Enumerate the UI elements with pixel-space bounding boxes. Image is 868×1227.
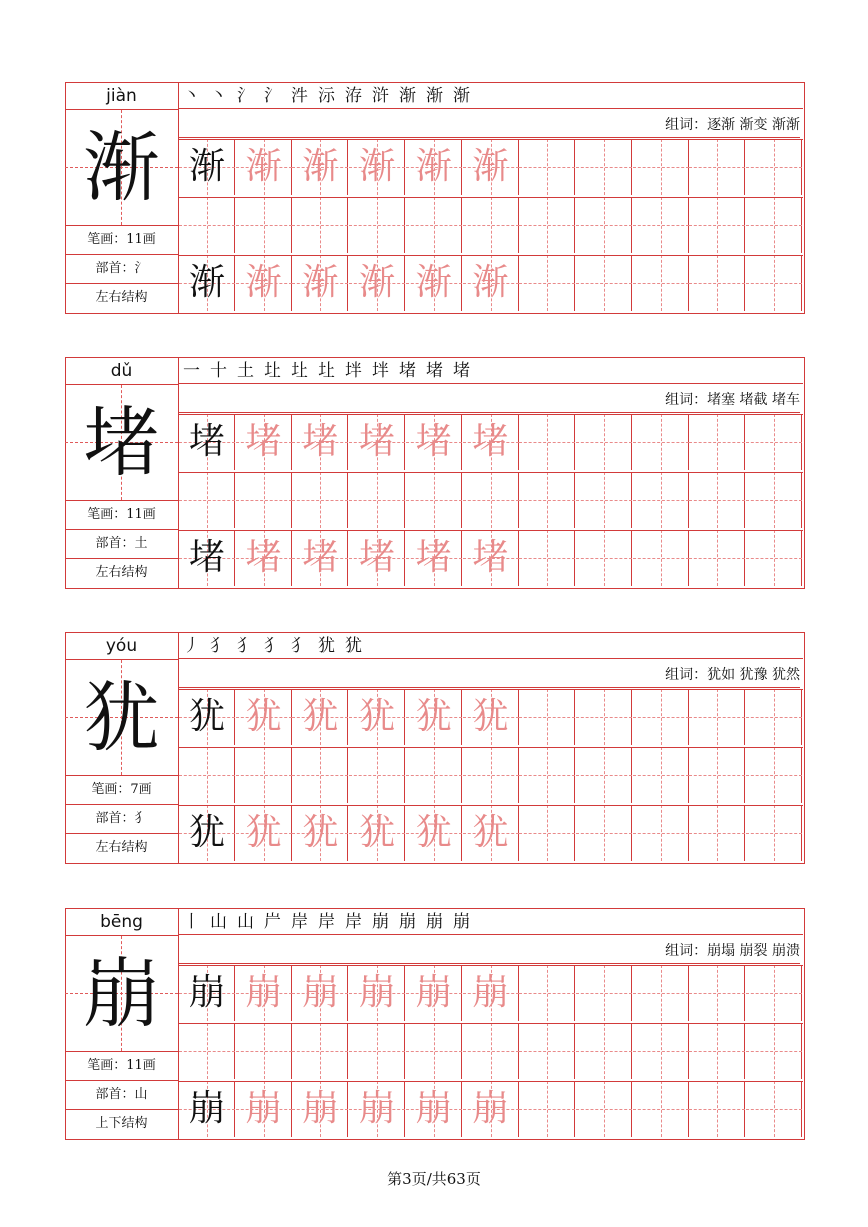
practice-cell[interactable] bbox=[689, 139, 745, 195]
trace-character: 犹 bbox=[415, 812, 452, 853]
radical: 部首：山 bbox=[65, 1081, 178, 1110]
practice-cell[interactable] bbox=[349, 255, 405, 311]
stroke-step: 丶 bbox=[183, 86, 200, 106]
practice-cell[interactable] bbox=[576, 197, 632, 253]
practice-cell[interactable] bbox=[179, 414, 235, 470]
practice-cell[interactable] bbox=[179, 255, 235, 311]
stroke-step: 渐 bbox=[426, 86, 443, 106]
character-block bbox=[65, 357, 805, 589]
character-block bbox=[65, 82, 805, 314]
model-character: 崩 bbox=[83, 949, 160, 1038]
stroke-count: 笔画：7画 bbox=[65, 776, 178, 805]
character-info-panel bbox=[65, 82, 179, 314]
practice-cell[interactable] bbox=[406, 1081, 462, 1137]
practice-cell[interactable] bbox=[633, 255, 689, 311]
practice-cell[interactable] bbox=[689, 472, 745, 528]
practice-cell[interactable] bbox=[576, 747, 632, 803]
stroke-step: 坢 bbox=[372, 361, 389, 381]
radical: 部首：氵 bbox=[65, 255, 178, 284]
practice-cell[interactable] bbox=[519, 1023, 575, 1079]
practice-cell[interactable] bbox=[519, 805, 575, 861]
stroke-step: 犹 bbox=[318, 636, 335, 656]
trace-character: 犹 bbox=[472, 696, 509, 737]
practice-cell[interactable] bbox=[576, 689, 632, 745]
practice-cell[interactable] bbox=[746, 747, 802, 803]
stroke-step: 崩 bbox=[399, 912, 416, 932]
practice-cell[interactable] bbox=[236, 689, 292, 745]
practice-cell[interactable] bbox=[633, 414, 689, 470]
practice-cell[interactable] bbox=[236, 255, 292, 311]
practice-cell[interactable] bbox=[633, 965, 689, 1021]
stroke-step: 氵 bbox=[264, 86, 281, 106]
practice-cell[interactable] bbox=[292, 1023, 348, 1079]
stroke-step: 犭 bbox=[237, 636, 254, 656]
character-block bbox=[65, 632, 805, 864]
pinyin: dǔ bbox=[65, 357, 178, 385]
practice-cell[interactable] bbox=[463, 965, 519, 1021]
stroke-order bbox=[179, 82, 803, 109]
practice-cell[interactable] bbox=[576, 530, 632, 586]
trace-character: 犹 bbox=[472, 812, 509, 853]
trace-character: 渐 bbox=[245, 262, 282, 303]
practice-cell[interactable] bbox=[576, 1023, 632, 1079]
sample-character: 渐 bbox=[188, 146, 225, 187]
stroke-step: 十 bbox=[210, 361, 227, 381]
practice-cell[interactable] bbox=[576, 1081, 632, 1137]
practice-cell[interactable] bbox=[463, 197, 519, 253]
structure: 上下结构 bbox=[95, 1116, 148, 1131]
stroke-step: 丶 bbox=[210, 86, 227, 106]
practice-cell[interactable] bbox=[746, 472, 802, 528]
trace-character: 崩 bbox=[472, 972, 509, 1013]
stroke-step: 丨 bbox=[183, 912, 200, 932]
stroke-step: 屵 bbox=[264, 912, 281, 932]
stroke-step: 堵 bbox=[399, 361, 416, 381]
stroke-step: 圵 bbox=[291, 361, 308, 381]
practice-cell[interactable] bbox=[746, 530, 802, 586]
practice-cell[interactable] bbox=[236, 530, 292, 586]
practice-cell[interactable] bbox=[406, 1023, 462, 1079]
practice-cell[interactable] bbox=[406, 805, 462, 861]
practice-cell[interactable] bbox=[463, 1081, 519, 1137]
practice-cell[interactable] bbox=[349, 472, 405, 528]
practice-cell[interactable] bbox=[746, 197, 802, 253]
practice-cell[interactable] bbox=[349, 1023, 405, 1079]
model-character-box bbox=[65, 660, 178, 776]
practice-cell[interactable] bbox=[519, 1081, 575, 1137]
trace-character: 堵 bbox=[415, 421, 452, 462]
practice-cell[interactable] bbox=[746, 414, 802, 470]
practice-cell[interactable] bbox=[633, 747, 689, 803]
stroke-step: 堵 bbox=[453, 361, 470, 381]
sample-character: 犹 bbox=[188, 696, 225, 737]
practice-cell[interactable] bbox=[689, 747, 745, 803]
practice-cell[interactable] bbox=[463, 747, 519, 803]
practice-cell[interactable] bbox=[236, 1023, 292, 1079]
structure: 左右结构 bbox=[95, 290, 148, 305]
practice-cell[interactable] bbox=[689, 197, 745, 253]
practice-cell[interactable] bbox=[519, 530, 575, 586]
practice-cell[interactable] bbox=[406, 139, 462, 195]
stroke-step: 洊 bbox=[345, 86, 362, 106]
practice-row bbox=[179, 965, 803, 1022]
practice-row bbox=[179, 747, 803, 804]
word-examples: 组词：堵塞 堵截 堵车 bbox=[179, 385, 800, 413]
trace-character: 崩 bbox=[302, 1088, 339, 1129]
model-character-box bbox=[65, 110, 178, 226]
practice-cell[interactable] bbox=[463, 472, 519, 528]
stroke-step: 氵 bbox=[237, 86, 254, 106]
sample-character: 犹 bbox=[188, 812, 225, 853]
practice-cell[interactable] bbox=[236, 1081, 292, 1137]
practice-row bbox=[179, 255, 803, 312]
practice-cell[interactable] bbox=[633, 1081, 689, 1137]
practice-cell[interactable] bbox=[292, 414, 348, 470]
practice-cell[interactable] bbox=[179, 747, 235, 803]
practice-cell[interactable] bbox=[179, 1081, 235, 1137]
practice-row bbox=[179, 530, 803, 587]
trace-character: 崩 bbox=[415, 972, 452, 1013]
word-examples: 组词：犹如 犹豫 犹然 bbox=[179, 660, 800, 688]
stroke-step: 犹 bbox=[345, 636, 362, 656]
sample-character: 堵 bbox=[188, 537, 225, 578]
stroke-count: 笔画：11画 bbox=[65, 226, 178, 255]
practice-cell[interactable] bbox=[179, 965, 235, 1021]
trace-character: 堵 bbox=[415, 537, 452, 578]
stroke-step: 崩 bbox=[372, 912, 389, 932]
stroke-step: 山 bbox=[237, 912, 254, 932]
radical: 部首：土 bbox=[65, 530, 178, 559]
word-examples: 组词：崩塌 崩裂 崩溃 bbox=[179, 936, 800, 964]
radical: 部首：犭 bbox=[65, 805, 178, 834]
practice-cell[interactable] bbox=[689, 1023, 745, 1079]
trace-character: 崩 bbox=[359, 972, 396, 1013]
practice-cell[interactable] bbox=[576, 965, 632, 1021]
structure: 左右结构 bbox=[95, 565, 148, 580]
stroke-step: 渐 bbox=[453, 86, 470, 106]
trace-character: 崩 bbox=[245, 972, 282, 1013]
practice-cell[interactable] bbox=[406, 255, 462, 311]
trace-character: 崩 bbox=[415, 1088, 452, 1129]
stroke-step: 沶 bbox=[318, 86, 335, 106]
stroke-step: 坢 bbox=[345, 361, 362, 381]
practice-row bbox=[179, 414, 803, 471]
practice-cell[interactable] bbox=[179, 139, 235, 195]
practice-cell[interactable] bbox=[689, 689, 745, 745]
practice-cell[interactable] bbox=[519, 414, 575, 470]
practice-cell[interactable] bbox=[519, 197, 575, 253]
trace-character: 堵 bbox=[302, 421, 339, 462]
practice-cell[interactable] bbox=[179, 197, 235, 253]
trace-character: 崩 bbox=[359, 1088, 396, 1129]
practice-cell[interactable] bbox=[746, 1081, 802, 1137]
practice-cell[interactable] bbox=[236, 197, 292, 253]
trace-character: 犹 bbox=[302, 696, 339, 737]
stroke-step: 汼 bbox=[291, 86, 308, 106]
trace-character: 犹 bbox=[245, 812, 282, 853]
practice-cell[interactable] bbox=[292, 689, 348, 745]
practice-cell[interactable] bbox=[292, 805, 348, 861]
practice-cell[interactable] bbox=[292, 1081, 348, 1137]
practice-cell[interactable] bbox=[519, 472, 575, 528]
practice-cell[interactable] bbox=[689, 1081, 745, 1137]
practice-cell[interactable] bbox=[349, 689, 405, 745]
practice-cell[interactable] bbox=[179, 1023, 235, 1079]
practice-cell[interactable] bbox=[236, 747, 292, 803]
practice-cell[interactable] bbox=[463, 530, 519, 586]
stroke-step: 崩 bbox=[426, 912, 443, 932]
stroke-step: 土 bbox=[237, 361, 254, 381]
trace-character: 崩 bbox=[472, 1088, 509, 1129]
stroke-step: 崩 bbox=[453, 912, 470, 932]
stroke-step: 圵 bbox=[264, 361, 281, 381]
practice-cell[interactable] bbox=[519, 965, 575, 1021]
trace-character: 犹 bbox=[359, 812, 396, 853]
practice-cell[interactable] bbox=[746, 965, 802, 1021]
practice-cell[interactable] bbox=[633, 139, 689, 195]
practice-cell[interactable] bbox=[292, 747, 348, 803]
trace-character: 崩 bbox=[245, 1088, 282, 1129]
practice-cell[interactable] bbox=[576, 472, 632, 528]
practice-cell[interactable] bbox=[746, 1023, 802, 1079]
character-info-panel bbox=[65, 357, 179, 589]
practice-cell[interactable] bbox=[292, 965, 348, 1021]
practice-cell[interactable] bbox=[349, 805, 405, 861]
practice-cell[interactable] bbox=[236, 965, 292, 1021]
trace-character: 堵 bbox=[472, 537, 509, 578]
practice-cell[interactable] bbox=[406, 965, 462, 1021]
trace-character: 渐 bbox=[359, 262, 396, 303]
model-character-box bbox=[65, 385, 178, 501]
practice-cell[interactable] bbox=[292, 197, 348, 253]
sample-character: 崩 bbox=[188, 972, 225, 1013]
practice-cell[interactable] bbox=[633, 1023, 689, 1079]
trace-character: 渐 bbox=[415, 146, 452, 187]
stroke-step: 丿 bbox=[183, 636, 200, 656]
practice-row bbox=[179, 805, 803, 862]
stroke-step: 圵 bbox=[318, 361, 335, 381]
trace-character: 渐 bbox=[472, 262, 509, 303]
stroke-step: 岸 bbox=[291, 912, 308, 932]
practice-cell[interactable] bbox=[179, 530, 235, 586]
practice-row bbox=[179, 1081, 803, 1138]
trace-character: 犹 bbox=[302, 812, 339, 853]
practice-cell[interactable] bbox=[406, 472, 462, 528]
practice-cell[interactable] bbox=[576, 139, 632, 195]
practice-cell[interactable] bbox=[519, 139, 575, 195]
stroke-step: 一 bbox=[183, 361, 200, 381]
practice-cell[interactable] bbox=[746, 805, 802, 861]
practice-cell[interactable] bbox=[463, 255, 519, 311]
model-character-box bbox=[65, 936, 178, 1052]
page-number: 第3页/共63页 bbox=[387, 1170, 481, 1188]
character-info-panel bbox=[65, 632, 179, 864]
stroke-count: 笔画：11画 bbox=[65, 501, 178, 530]
stroke-order bbox=[179, 632, 803, 659]
practice-cell[interactable] bbox=[463, 689, 519, 745]
stroke-order bbox=[179, 908, 803, 935]
pinyin: bēng bbox=[65, 908, 178, 936]
pinyin: yóu bbox=[65, 632, 178, 660]
practice-cell[interactable] bbox=[689, 805, 745, 861]
stroke-step: 渐 bbox=[399, 86, 416, 106]
practice-cell[interactable] bbox=[519, 255, 575, 311]
trace-character: 渐 bbox=[472, 146, 509, 187]
model-character: 堵 bbox=[83, 398, 160, 487]
stroke-step: 犭 bbox=[210, 636, 227, 656]
practice-cell[interactable] bbox=[689, 965, 745, 1021]
practice-cell[interactable] bbox=[406, 197, 462, 253]
practice-cell[interactable] bbox=[746, 139, 802, 195]
practice-cell[interactable] bbox=[633, 805, 689, 861]
practice-row bbox=[179, 472, 803, 529]
practice-cell[interactable] bbox=[406, 530, 462, 586]
practice-cell[interactable] bbox=[576, 805, 632, 861]
practice-cell[interactable] bbox=[406, 747, 462, 803]
trace-character: 渐 bbox=[415, 262, 452, 303]
structure: 左右结构 bbox=[95, 840, 148, 855]
practice-cell[interactable] bbox=[349, 747, 405, 803]
practice-cell[interactable] bbox=[633, 472, 689, 528]
stroke-step: 浒 bbox=[372, 86, 389, 106]
practice-cell[interactable] bbox=[633, 530, 689, 586]
practice-row bbox=[179, 689, 803, 746]
practice-cell[interactable] bbox=[179, 805, 235, 861]
model-character: 犹 bbox=[83, 673, 160, 762]
stroke-step: 堵 bbox=[426, 361, 443, 381]
stroke-step: 犭 bbox=[291, 636, 308, 656]
trace-character: 堵 bbox=[359, 537, 396, 578]
practice-row bbox=[179, 1023, 803, 1080]
practice-cell[interactable] bbox=[519, 689, 575, 745]
practice-cell[interactable] bbox=[463, 1023, 519, 1079]
practice-cell[interactable] bbox=[236, 805, 292, 861]
trace-character: 崩 bbox=[302, 972, 339, 1013]
practice-cell[interactable] bbox=[746, 689, 802, 745]
word-examples: 组词：逐渐 渐变 渐渐 bbox=[179, 110, 800, 138]
practice-cell[interactable] bbox=[349, 965, 405, 1021]
stroke-step: 岸 bbox=[345, 912, 362, 932]
stroke-count: 笔画：11画 bbox=[65, 1052, 178, 1081]
pinyin: jiàn bbox=[65, 82, 178, 110]
practice-cell[interactable] bbox=[236, 472, 292, 528]
trace-character: 堵 bbox=[245, 421, 282, 462]
trace-character: 渐 bbox=[245, 146, 282, 187]
practice-cell[interactable] bbox=[689, 414, 745, 470]
stroke-step: 山 bbox=[210, 912, 227, 932]
practice-cell[interactable] bbox=[292, 139, 348, 195]
practice-cell[interactable] bbox=[689, 255, 745, 311]
character-block bbox=[65, 908, 805, 1140]
practice-cell[interactable] bbox=[349, 139, 405, 195]
trace-character: 堵 bbox=[245, 537, 282, 578]
trace-character: 犹 bbox=[359, 696, 396, 737]
model-character: 渐 bbox=[83, 123, 160, 212]
practice-cell[interactable] bbox=[576, 414, 632, 470]
practice-cell[interactable] bbox=[349, 1081, 405, 1137]
trace-character: 堵 bbox=[359, 421, 396, 462]
practice-cell[interactable] bbox=[519, 747, 575, 803]
practice-cell[interactable] bbox=[349, 530, 405, 586]
trace-character: 犹 bbox=[415, 696, 452, 737]
trace-character: 渐 bbox=[359, 146, 396, 187]
trace-character: 渐 bbox=[302, 146, 339, 187]
practice-cell[interactable] bbox=[349, 414, 405, 470]
practice-cell[interactable] bbox=[292, 472, 348, 528]
sample-character: 堵 bbox=[188, 421, 225, 462]
trace-character: 堵 bbox=[302, 537, 339, 578]
trace-character: 渐 bbox=[302, 262, 339, 303]
practice-cell[interactable] bbox=[236, 139, 292, 195]
practice-cell[interactable] bbox=[406, 414, 462, 470]
practice-row bbox=[179, 139, 803, 196]
practice-cell[interactable] bbox=[576, 255, 632, 311]
trace-character: 犹 bbox=[245, 696, 282, 737]
practice-cell[interactable] bbox=[463, 805, 519, 861]
sample-character: 崩 bbox=[188, 1088, 225, 1129]
practice-cell[interactable] bbox=[236, 414, 292, 470]
practice-cell[interactable] bbox=[292, 255, 348, 311]
practice-cell[interactable] bbox=[463, 414, 519, 470]
character-info-panel bbox=[65, 908, 179, 1140]
practice-cell[interactable] bbox=[179, 689, 235, 745]
practice-cell[interactable] bbox=[463, 139, 519, 195]
practice-cell[interactable] bbox=[633, 197, 689, 253]
practice-row bbox=[179, 197, 803, 254]
stroke-step: 犭 bbox=[264, 636, 281, 656]
practice-cell[interactable] bbox=[179, 472, 235, 528]
practice-cell[interactable] bbox=[746, 255, 802, 311]
practice-cell[interactable] bbox=[292, 530, 348, 586]
practice-cell[interactable] bbox=[633, 689, 689, 745]
practice-cell[interactable] bbox=[689, 530, 745, 586]
trace-character: 堵 bbox=[472, 421, 509, 462]
sample-character: 渐 bbox=[188, 262, 225, 303]
stroke-order bbox=[179, 357, 803, 384]
practice-cell[interactable] bbox=[406, 689, 462, 745]
practice-cell[interactable] bbox=[349, 197, 405, 253]
stroke-step: 岸 bbox=[318, 912, 335, 932]
